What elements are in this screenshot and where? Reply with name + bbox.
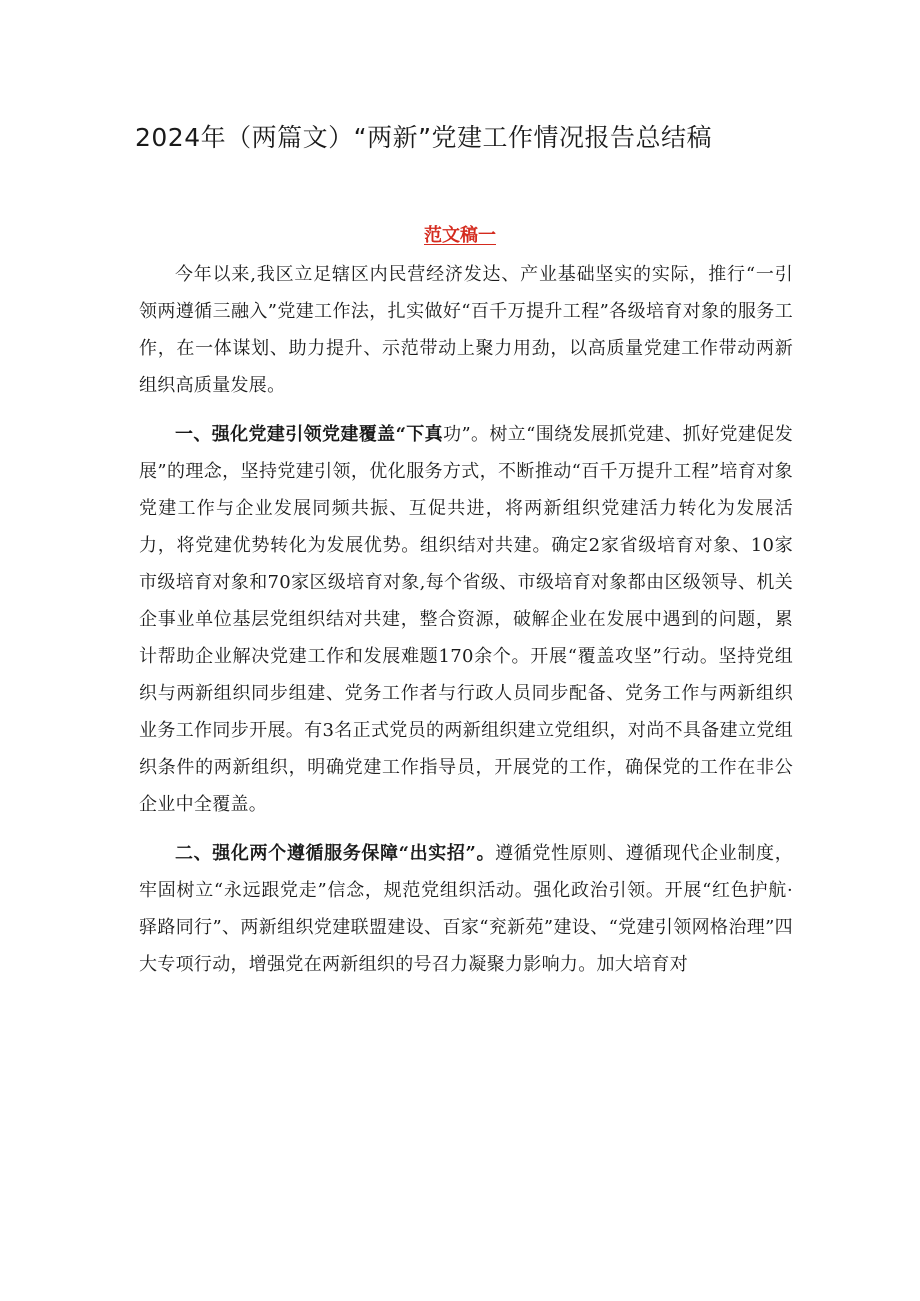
section-heading (0, 221, 920, 247)
paragraph-intro (139, 256, 793, 404)
paragraph-lead: 一、强化党建引领党建覆盖“下真 (175, 424, 444, 445)
paragraph-lead: 二、强化两个遵循服务保障“出实招”。 (175, 843, 496, 864)
document-body (139, 256, 793, 995)
paragraph-text: 遵循党性原则、遵循现代企业制度，牢固树立“永远跟党走”信念，规范党组织活动。强化政治引领。开展“红色护航·驿路同行”、两新组织党建联盟建设、百家“兖新苑”建设、“党建引领网格治理”四大专项行动，增强党在两新组织的号召力凝聚力影响力。加大培育对 (139, 843, 793, 975)
paragraph-section-two (139, 835, 793, 983)
paragraph-text: 功”。树立“围绕发展抓党建、抓好党建促发展”的理念，坚持党建引领，优化服务方式，不断推动“百千万提升工程”培育对象党建工作与企业发展同频共振、互促共进，将两新组织党建活力转化为发展活力，将党建优势转化为发展优势。组织结对共建。确定2家省级培育对象、10家市级培育对象和70家区级培育对象,每个省级、市级培育对象都由区级领导、机关企事业单位基层党组织结对共建，整合资源，破解企业在发展中遇到的问题，累计帮助企业解决党建工作和发展难题170余个。开展“覆盖攻坚”行动。坚持党组织与两新组织同步组建、党务工作者与行政人员同步配备、党务工作与两新组织业务工作同步开展。有3名正式党员的两新组织建立党组织，对尚不具备建立党组织条件的两新组织，明确党建工作指导员，开展党的工作，确保党的工作在非公企业中全覆盖。 (139, 424, 793, 815)
paragraph-section-one (139, 416, 793, 823)
section-heading-text: 范文稿一 (424, 225, 496, 246)
paragraph-text: 今年以来,我区立足辖区内民营经济发达、产业基础坚实的实际，推行“一引领两遵循三融入”党建工作法，扎实做好“百千万提升工程”各级培育对象的服务工作，在一体谋划、助力提升、示范带动上聚力用劲，以高质量党建工作带动两新组织高质量发展。 (139, 264, 793, 396)
document-title: 2024年（两篇文）“两新”党建工作情况报告总结稿 (135, 123, 713, 152)
